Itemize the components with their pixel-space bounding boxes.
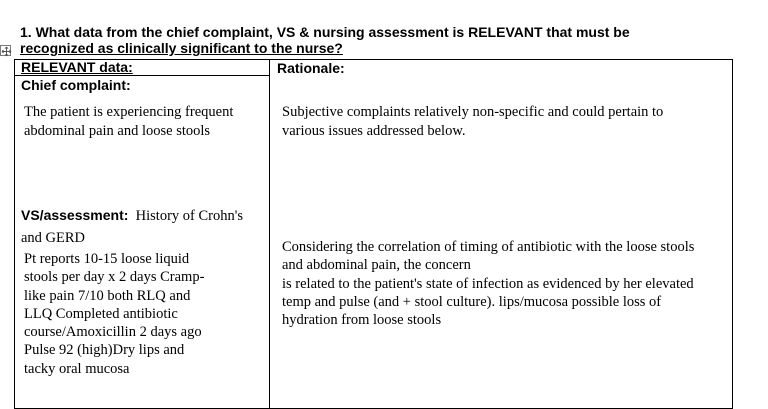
vs-data-line: Pulse 92 (high)Dry lips and: [24, 342, 185, 359]
vs-data-line: stools per day x 2 days Cramp-: [24, 269, 205, 286]
vs-rationale-line: temp and pulse (and + stool culture). lips/mucosa possible loss of: [282, 293, 662, 310]
relevant-data-table: [14, 59, 733, 409]
question-text: [20, 24, 740, 56]
chief-rationale-text: [282, 103, 663, 141]
vs-data-line: like pain 7/10 both RLQ and: [24, 287, 191, 304]
question-line-2: recognized as clinically significant to the nurse?: [20, 40, 343, 56]
vs-assessment-data: [24, 250, 204, 378]
vs-history-line: History of Crohn's: [135, 208, 243, 224]
vs-data-line: LLQ Completed antibiotic: [24, 305, 178, 322]
chief-complaint-label: Chief complaint:: [21, 77, 131, 93]
vs-rationale-line: hydration from loose stools: [282, 312, 442, 329]
vs-data-line: Pt reports 10-15 loose liquid: [24, 251, 190, 267]
vs-rationale-text: [282, 238, 694, 329]
table-move-handle-icon[interactable]: [0, 45, 11, 56]
vs-rationale-line: Considering the correlation of timing of antibiotic with the loose stools: [282, 239, 695, 255]
question-line-1: 1. What data from the chief complaint, VS & nursing assessment is RELEVANT that must be: [20, 24, 630, 40]
vs-rationale-line: is related to the patient's state of infection as evidenced by her elevated: [282, 275, 694, 292]
chief-complaint-line: abdominal pain and loose stools: [24, 123, 211, 139]
vs-data-line: tacky oral mucosa: [24, 360, 130, 377]
vs-data-line: course/Amoxicillin 2 days ago: [24, 324, 202, 341]
vs-assessment-label: VS/assessment:: [21, 207, 129, 223]
chief-rationale-line: various issues addressed below.: [282, 123, 466, 139]
vs-history-line: and GERD: [21, 230, 86, 246]
vs-rationale-line: and abdominal pain, the concern: [282, 257, 471, 274]
header-relevant: RELEVANT data:: [21, 59, 133, 75]
header-rule: [15, 75, 269, 76]
chief-complaint-text: [24, 103, 233, 141]
vs-assessment-heading: [21, 204, 243, 249]
chief-rationale-line: Subjective complaints relatively non-specific and could pertain to: [282, 104, 664, 120]
column-divider: [269, 60, 270, 408]
header-rationale: Rationale:: [277, 60, 345, 76]
chief-complaint-line: The patient is experiencing frequent: [24, 104, 234, 120]
